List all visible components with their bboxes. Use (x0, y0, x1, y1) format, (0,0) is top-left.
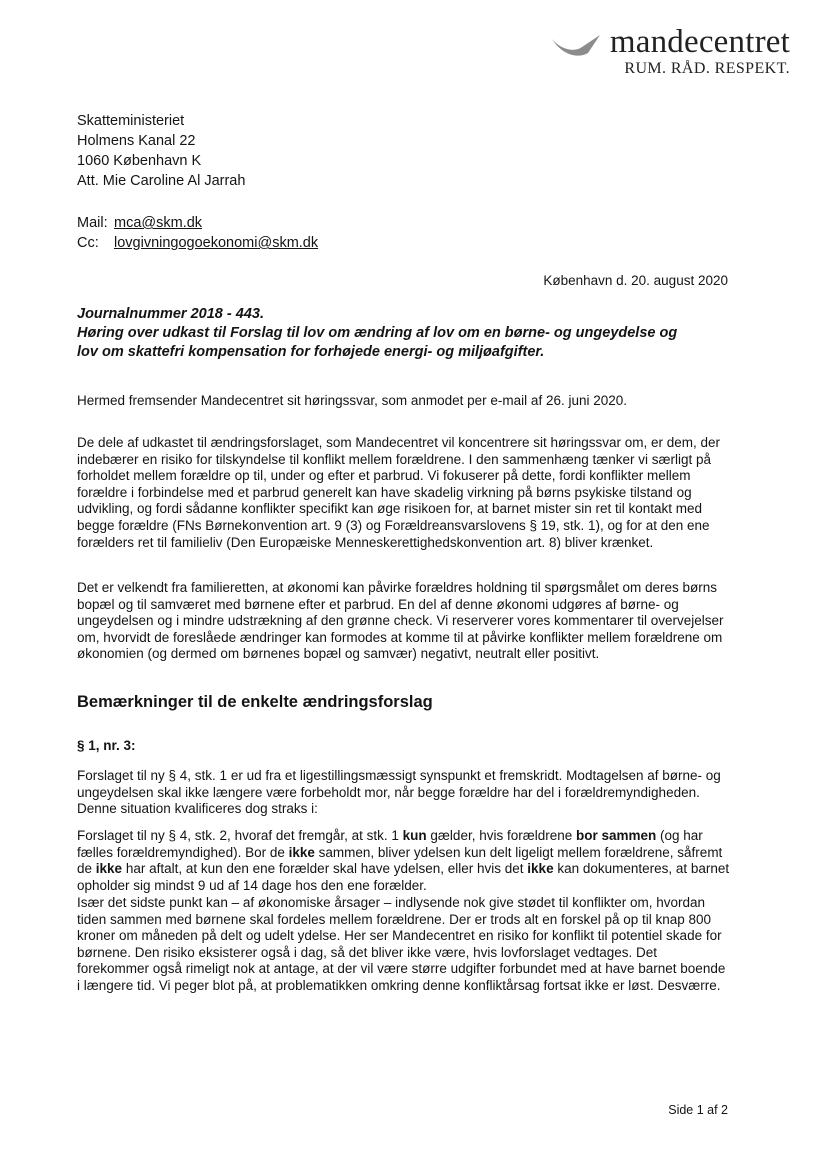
paragraph-2: De dele af udkastet til ændringsforslaget, som Mandecentret vil koncentrere sit høringssvar om, er dem, der indebærer en risiko for tilskyndelse til konflikt mellem forældrene. I den sammenhæng tænker vi særligt på forholdet mellem forældre op til, under og efter et parbrud. Vi fokuserer på dette, fordi konflikter mellem forældre i forbindelse med et parbrud generelt kan have skadelig virkning på børns psykiske tilstand og udvikling, og fordi sådanne konflikter specifikt kan øge risikoen for, at barnet mister sin ret til kontakt med begge forældre (FNs Børnekonvention art. 9 (3) og Forældreansvarslovens § 19, stk. 1), og for at den ene forælders ret til familieliv (Den Europæiske Menneskerettighedskonvention art. 8) bliver krænket. (77, 435, 721, 550)
paragraph-6: Især det sidste punkt kan – af økonomiske årsager – indlysende nok give stødet til konflikter om, hvordan tiden sammen med børnene skal fordeles mellem forældrene. Der er trods alt en forskel på op til knap 800 kroner om måneden på delt og udelt ydelse. Her ser Mandecentret en risiko for konflikt til potentiel skade for børnene. Den risiko eksisterer også i dag, så det bliver ikke være, hvis lovforslaget vedtages. Det forekommer også rimeligt nok at antage, at der vil være større udgifter forbundet med at have barnet boende i længere tid. Vi peger blot på, at problematikken omkring denne konfliktårsag fortsat ikke er løst. Desværre. (77, 895, 726, 993)
paragraph-3: Det er velkendt fra familieretten, at økonomi kan påvirke forældres holdning til spørgsmålet om deres børns bopæl og til samværet med børnene efter et parbrud. En del af denne økonomi udgøres af børne- og ungeydelsen og i mindre udstrækning af den grønne check. Vi reserverer vores kommentarer til overvejelser om, hvorvidt de foreslåede ændringer kan formodes at komme til at påvirke konflikter mellem forældrene om økonomien (og dermed om børnenes bopæl og samvær) negativt, neutralt eller positivt. (77, 580, 724, 662)
p5-text-2: gælder, hvis forældrene (426, 828, 576, 843)
p5-bold-ikke-3: ikke (527, 861, 554, 877)
paragraph-4: Forslaget til ny § 4, stk. 1 er ud fra et ligestillingsmæssigt synspunkt et fremskridt. Modtagelsen af børne- og ungeydelsen skal ikke længere være forbeholdt mor, når begge forældre har del i forældremyndigheden. Denne situation kvalificeres dog straks i: (77, 768, 721, 817)
paragraph-5 (77, 828, 731, 894)
mail-label: Mail: (77, 215, 108, 231)
subject-line-1: Høring over udkast til Forslag til lov om ændring af lov om en børne- og ungeydelse og (77, 325, 678, 341)
intro-paragraph: Hermed fremsender Mandecentret sit høringssvar, som anmodet per e-mail af 26. juni 2020. (77, 393, 628, 408)
p5-text-6: kan dokumenteres, at barnet opholder sig mindst 9 ud af 14 dage hos den ene forælder. (77, 861, 730, 893)
page-number: Side 1 af 2 (668, 1103, 728, 1117)
logo-tagline: RUM. RÅD. RESPEKT. (624, 60, 790, 77)
p5-bold-ikke-1: ikke (288, 844, 315, 860)
letter-date: København d. 20. august 2020 (543, 273, 728, 288)
mail-link[interactable]: mca@skm.dk (114, 215, 203, 231)
recipient-city: 1060 København K (77, 153, 202, 169)
recipient-name: Skatteministeriet (77, 113, 185, 129)
recipient-address (77, 111, 245, 191)
subsection-heading: § 1, nr. 3: (77, 738, 136, 753)
p5-text-5: har aftalt, at kun den ene forælder skal have ydelsen, eller hvis det (122, 861, 528, 877)
logo-swoosh-icon (550, 33, 602, 57)
mandecentret-logo (550, 24, 790, 78)
contact-block (77, 213, 318, 253)
subject-line-2: lov om skattefri kompensation for forhøjede energi- og miljøafgifter. (77, 344, 545, 360)
p5-text-1: Forslaget til ny § 4, stk. 2, hvoraf det fremgår, at stk. 1 (77, 828, 403, 843)
journal-number: Journalnummer 2018 - 443. (77, 306, 264, 322)
section-heading: Bemærkninger til de enkelte ændringsforslag (77, 693, 433, 711)
logo-name: mandecentret (609, 24, 790, 60)
p5-text-3: (og har fælles forældremyndighed). Bor de (77, 828, 703, 860)
p5-bold-bor-sammen: bor sammen (576, 828, 657, 843)
p5-text-4: sammen, bliver ydelsen kun delt ligeligt mellem forældrene, såfremt de (77, 844, 723, 877)
p5-bold-ikke-2: ikke (95, 861, 123, 877)
p5-bold-kun: kun (402, 828, 427, 843)
subject (77, 305, 737, 362)
recipient-attention: Att. Mie Caroline Al Jarrah (77, 173, 246, 189)
cc-label: Cc: (77, 235, 99, 251)
recipient-street: Holmens Kanal 22 (77, 133, 196, 149)
cc-link[interactable]: lovgivningogoekonomi@skm.dk (114, 235, 319, 251)
